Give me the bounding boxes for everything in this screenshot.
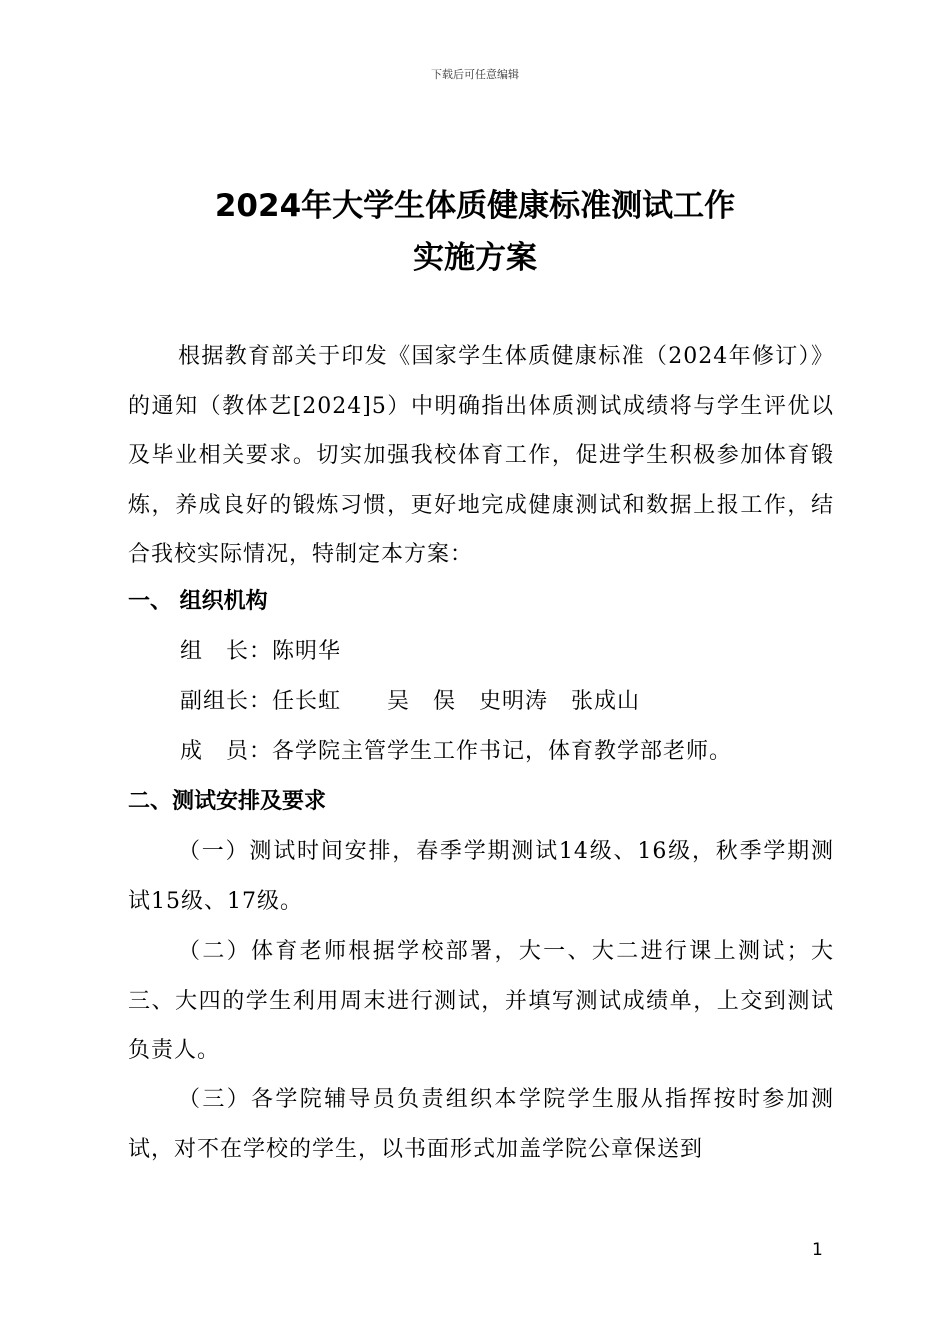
section-2-item-3: （三）各学院辅导员负责组织本学院学生服从指挥按时参加测试，对不在学校的学生，以书面形式加盖学院公章保送到 [128,1087,834,1162]
section-2-item-2: （二）体育老师根据学校部署，大一、大二进行课上测试；大三、大四的学生利用周末进行测试，并填写测试成绩单，上交到测试负责人。 [128,939,834,1063]
deputy-leader-line: 副组长：任长虹 吴 俣 史明涛 张成山 [180,689,641,714]
header-note: 下载后可任意编辑 [431,68,519,81]
members-line: 成 员：各学院主管学生工作书记，体育教学部老师。 [180,739,733,764]
section-2-item-1: （一）测试时间安排，春季学期测试14级、16级，秋季学期测试15级、17级。 [128,839,834,914]
document-title-line-2: 实施方案 [413,240,537,276]
page-number: 1 [812,1240,823,1260]
section-2-heading: 二、测试安排及要求 [128,789,327,814]
intro-paragraph: 根据教育部关于印发《国家学生体质健康标准（2024年修订）》的通知（教体艺[2024]5）中明确指出体质测试成绩将与学生评优以及毕业相关要求。切实加强我校体育工作，促进学生积极参加体育锻炼，养成良好的锻炼习惯，更好地完成健康测试和数据上报工作，结合我校实际情况，特制定本方案： [128,344,834,567]
leader-line: 组 长：陈明华 [180,639,342,664]
document-title-line-1: 2024年大学生体质健康标准测试工作 [214,188,736,224]
section-1-heading: 一、 组织机构 [128,589,268,614]
